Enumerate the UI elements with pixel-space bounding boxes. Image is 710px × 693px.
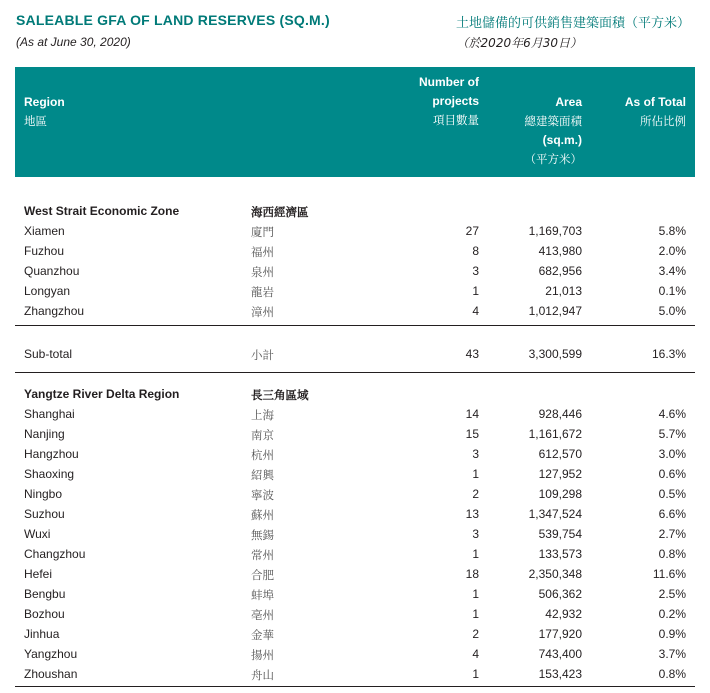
projects-count: 4 bbox=[472, 304, 479, 318]
table-row bbox=[15, 281, 695, 301]
table-row bbox=[15, 464, 695, 484]
projects-count: 1 bbox=[472, 547, 479, 561]
projects-count: 3 bbox=[472, 264, 479, 278]
area-value: 177,920 bbox=[538, 627, 582, 641]
group-name: West Strait Economic Zone bbox=[24, 204, 180, 218]
percentage-value: 0.6% bbox=[658, 467, 686, 481]
area-value: 743,400 bbox=[538, 647, 582, 661]
area-value: 1,012,947 bbox=[528, 304, 582, 318]
table-row bbox=[15, 301, 695, 321]
page-title-chinese: 土地儲備的可供銷售建築面積（平方米） bbox=[455, 16, 690, 31]
city-name-chinese: 蚌埠 bbox=[251, 588, 274, 602]
percentage-value: 0.5% bbox=[658, 487, 686, 501]
percentage-value: 3.0% bbox=[658, 447, 686, 461]
city-name-chinese: 福州 bbox=[251, 245, 274, 259]
projects-count: 2 bbox=[472, 487, 479, 501]
table-row bbox=[15, 444, 695, 464]
percentage-value: 5.7% bbox=[658, 427, 686, 441]
area-value: 21,013 bbox=[545, 284, 582, 298]
page-title: SALEABLE GFA OF LAND RESERVES (SQ.M.) bbox=[16, 12, 330, 28]
projects-count: 3 bbox=[472, 447, 479, 461]
city-name: Suzhou bbox=[24, 507, 65, 521]
header-region: Region 地區 bbox=[24, 95, 65, 128]
percentage-value: 2.5% bbox=[658, 587, 686, 601]
group-name-chinese: 海西經濟區 bbox=[251, 205, 309, 219]
area-value: 612,570 bbox=[538, 447, 582, 461]
city-name: Fuzhou bbox=[24, 244, 65, 258]
percentage-value: 6.6% bbox=[658, 507, 686, 521]
city-name: Jinhua bbox=[24, 627, 60, 641]
group-heading-row bbox=[15, 384, 695, 404]
table-row bbox=[15, 424, 695, 444]
percentage-value: 0.8% bbox=[658, 667, 686, 681]
city-name-chinese: 合肥 bbox=[251, 568, 274, 582]
table-row bbox=[15, 664, 695, 684]
city-name-chinese: 紹興 bbox=[251, 468, 274, 482]
city-name: Sub-total bbox=[24, 347, 73, 361]
projects-count: 4 bbox=[472, 647, 479, 661]
group-heading-row bbox=[15, 201, 695, 221]
area-value: 2,350,348 bbox=[528, 567, 582, 581]
projects-count: 1 bbox=[472, 607, 479, 621]
area-value: 1,169,703 bbox=[528, 224, 582, 238]
city-name: Zhangzhou bbox=[24, 304, 85, 318]
city-name-chinese: 蘇州 bbox=[251, 508, 274, 522]
percentage-value: 0.8% bbox=[658, 547, 686, 561]
projects-count: 14 bbox=[465, 407, 479, 421]
header-projects: Number of projects 項目數量 bbox=[419, 75, 479, 127]
area-value: 1,161,672 bbox=[528, 427, 582, 441]
table-row bbox=[15, 524, 695, 544]
projects-count: 1 bbox=[472, 467, 479, 481]
city-name: Wuxi bbox=[24, 527, 51, 541]
area-value: 153,423 bbox=[538, 667, 582, 681]
city-name-chinese: 無錫 bbox=[251, 528, 274, 542]
city-name-chinese: 揚州 bbox=[251, 648, 274, 662]
area-value: 127,952 bbox=[538, 467, 582, 481]
city-name: Changzhou bbox=[24, 547, 86, 561]
city-name-chinese: 舟山 bbox=[251, 668, 274, 682]
area-value: 928,446 bbox=[538, 407, 582, 421]
percentage-value: 11.6% bbox=[652, 567, 686, 581]
header-area: Area 總建築面積 (sq.m.) （平方米） bbox=[524, 95, 582, 166]
projects-count: 3 bbox=[472, 527, 479, 541]
area-value: 1,347,524 bbox=[528, 507, 582, 521]
city-name: Hangzhou bbox=[24, 447, 79, 461]
area-value: 109,298 bbox=[538, 487, 582, 501]
city-name: Yangzhou bbox=[24, 647, 78, 661]
group-name-chinese: 長三角區域 bbox=[251, 388, 309, 402]
city-name-chinese: 金華 bbox=[251, 628, 274, 642]
area-value: 133,573 bbox=[538, 547, 582, 561]
percentage-value: 3.4% bbox=[658, 264, 686, 278]
area-value: 42,932 bbox=[545, 607, 582, 621]
percentage-value: 2.7% bbox=[658, 527, 686, 541]
table-row bbox=[15, 404, 695, 424]
table-row bbox=[15, 504, 695, 524]
divider bbox=[15, 325, 695, 326]
projects-count: 2 bbox=[472, 627, 479, 641]
table-row bbox=[15, 604, 695, 624]
divider bbox=[15, 686, 695, 687]
page-subtitle-chinese: （於2020年6月30日） bbox=[456, 36, 582, 50]
page-subtitle: (As at June 30, 2020) bbox=[16, 35, 131, 49]
group-name: Yangtze River Delta Region bbox=[24, 387, 180, 401]
percentage-value: 2.0% bbox=[658, 244, 686, 258]
city-name: Shaoxing bbox=[24, 467, 75, 481]
area-value: 506,362 bbox=[538, 587, 582, 601]
percentage-value: 5.8% bbox=[658, 224, 686, 238]
area-value: 539,754 bbox=[538, 527, 582, 541]
percentage-value: 0.2% bbox=[658, 607, 686, 621]
table-row bbox=[15, 584, 695, 604]
city-name-chinese: 南京 bbox=[251, 428, 274, 442]
table-row bbox=[15, 261, 695, 281]
city-name-chinese: 常州 bbox=[251, 548, 274, 562]
city-name-chinese: 漳州 bbox=[251, 305, 274, 319]
projects-count: 1 bbox=[472, 667, 479, 681]
city-name: Xiamen bbox=[24, 224, 65, 238]
table-row bbox=[15, 484, 695, 504]
city-name: Hefei bbox=[24, 567, 53, 581]
area-value: 413,980 bbox=[538, 244, 582, 258]
subtotal-row bbox=[15, 344, 695, 364]
city-name: Ningbo bbox=[24, 487, 63, 501]
percentage-value: 5.0% bbox=[658, 304, 686, 318]
area-value: 682,956 bbox=[538, 264, 582, 278]
city-name-chinese: 杭州 bbox=[251, 448, 274, 462]
projects-count: 1 bbox=[472, 284, 479, 298]
divider bbox=[15, 372, 695, 373]
city-name: Bozhou bbox=[24, 607, 65, 621]
projects-count: 18 bbox=[465, 567, 479, 581]
city-name-chinese: 泉州 bbox=[251, 265, 274, 279]
percentage-value: 0.1% bbox=[658, 284, 686, 298]
city-name: Shanghai bbox=[24, 407, 75, 421]
projects-count: 43 bbox=[465, 347, 479, 361]
area-value: 3,300,599 bbox=[528, 347, 582, 361]
table-row bbox=[15, 544, 695, 564]
percentage-value: 3.7% bbox=[658, 647, 686, 661]
projects-count: 15 bbox=[465, 427, 479, 441]
table-row bbox=[15, 644, 695, 664]
city-name: Bengbu bbox=[24, 587, 66, 601]
table-header bbox=[15, 67, 695, 177]
header-percentage: As of Total 所佔比例 bbox=[624, 95, 686, 128]
projects-count: 8 bbox=[472, 244, 479, 258]
percentage-value: 4.6% bbox=[658, 407, 686, 421]
city-name-chinese: 龍岩 bbox=[251, 285, 274, 299]
city-name-chinese: 廈門 bbox=[251, 225, 274, 239]
city-name-chinese: 亳州 bbox=[251, 608, 274, 622]
city-name: Quanzhou bbox=[24, 264, 80, 278]
city-name: Longyan bbox=[24, 284, 71, 298]
projects-count: 27 bbox=[465, 224, 479, 238]
table-row bbox=[15, 241, 695, 261]
city-name-chinese: 寧波 bbox=[251, 488, 274, 502]
city-name: Zhoushan bbox=[24, 667, 78, 681]
city-name: Nanjing bbox=[24, 427, 65, 441]
projects-count: 13 bbox=[465, 507, 479, 521]
table-row bbox=[15, 564, 695, 584]
percentage-value: 16.3% bbox=[651, 347, 686, 361]
percentage-value: 0.9% bbox=[658, 627, 686, 641]
table-row bbox=[15, 624, 695, 644]
table-row bbox=[15, 221, 695, 241]
city-name-chinese: 上海 bbox=[251, 408, 274, 422]
projects-count: 1 bbox=[472, 587, 479, 601]
city-name-chinese: 小計 bbox=[251, 348, 274, 362]
